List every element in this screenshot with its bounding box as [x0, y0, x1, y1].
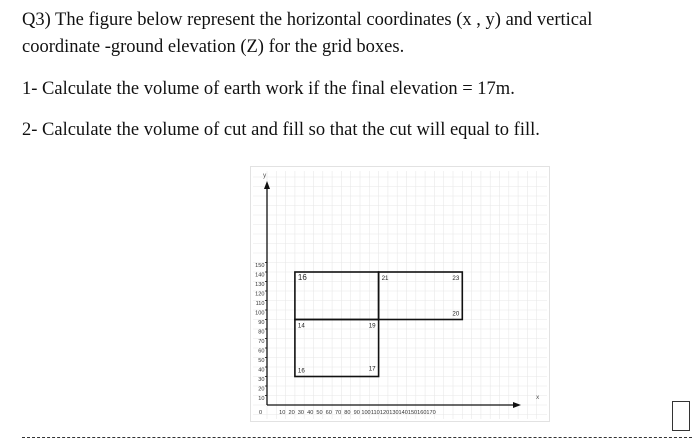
x-tick-label: 100: [361, 410, 371, 416]
elevation-label: 23: [452, 275, 460, 282]
x-tick-label: 40: [307, 410, 314, 416]
x-tick-label: 110: [370, 410, 380, 416]
elevation-label: 16: [297, 367, 305, 375]
y-tick-label: 140: [255, 272, 265, 279]
question-line-1: Q3) The figure below represent the horizontal coordinates (x , y) and vertical: [22, 10, 593, 30]
x-tick-label: 10: [279, 410, 286, 416]
x-tick-label: 140: [398, 410, 408, 416]
grid-boxes: [295, 272, 462, 377]
elevation-label: 21: [381, 275, 389, 282]
tick-labels: [255, 172, 540, 416]
grid-box: [379, 272, 463, 320]
x-tick-label: 170: [426, 410, 436, 416]
y-tick-label: 20: [258, 386, 265, 393]
elevation-label: 19: [368, 322, 376, 330]
dashed-separator: [22, 437, 692, 438]
x-axis-arrow: [513, 402, 521, 408]
x-axis-label: x: [536, 394, 540, 401]
y-tick-label: 120: [255, 291, 265, 298]
grid-box: [295, 272, 379, 320]
y-axis-label: y: [263, 172, 267, 179]
y-tick-label: 40: [258, 367, 265, 374]
x-tick-label: 90: [353, 410, 360, 416]
x-tick-label: 120: [379, 410, 390, 416]
grid-lines: [253, 171, 547, 419]
question-part-2: 2- Calculate the volume of cut and fill so that the cut will equal to fill.: [22, 120, 540, 140]
x-tick-label: 30: [297, 410, 305, 416]
y-tick-label: 50: [258, 358, 265, 364]
elevation-label: 17: [368, 365, 376, 373]
y-tick-label: 100: [255, 310, 265, 317]
grid-figure: [250, 166, 550, 422]
x-tick-label: 20: [288, 410, 295, 416]
x-tick-label: 150: [407, 410, 418, 416]
y-tick-label: 70: [258, 339, 265, 345]
y-tick-label: 60: [258, 348, 265, 355]
y-tick-label: 150: [255, 263, 265, 269]
y-tick-label: 80: [258, 329, 265, 336]
elevation-label: 16: [297, 273, 307, 282]
question-part-1: 1- Calculate the volume of earth work if the final elevation = 17m.: [22, 79, 515, 99]
origin-label: 0: [259, 410, 263, 416]
question-line-2: coordinate -ground elevation (Z) for the grid boxes.: [22, 37, 405, 57]
grid-figure-svg: [251, 167, 549, 421]
y-axis-arrow: [264, 181, 270, 189]
x-tick-label: 160: [417, 410, 427, 416]
x-tick-label: 60: [325, 410, 332, 416]
x-tick-label: 70: [334, 410, 342, 416]
x-tick-label: 50: [316, 410, 323, 416]
x-tick-label: 130: [389, 410, 399, 416]
y-tick-label: 30: [258, 377, 265, 383]
elevation-label: 14: [297, 322, 305, 330]
y-tick-label: 110: [255, 301, 265, 307]
y-tick-label: 130: [255, 282, 265, 288]
y-tick-label: 10: [258, 396, 265, 402]
x-tick-label: 80: [344, 410, 351, 416]
elevation-label: 20: [452, 310, 460, 318]
y-tick-label: 90: [258, 320, 265, 326]
answer-box: [672, 401, 690, 431]
